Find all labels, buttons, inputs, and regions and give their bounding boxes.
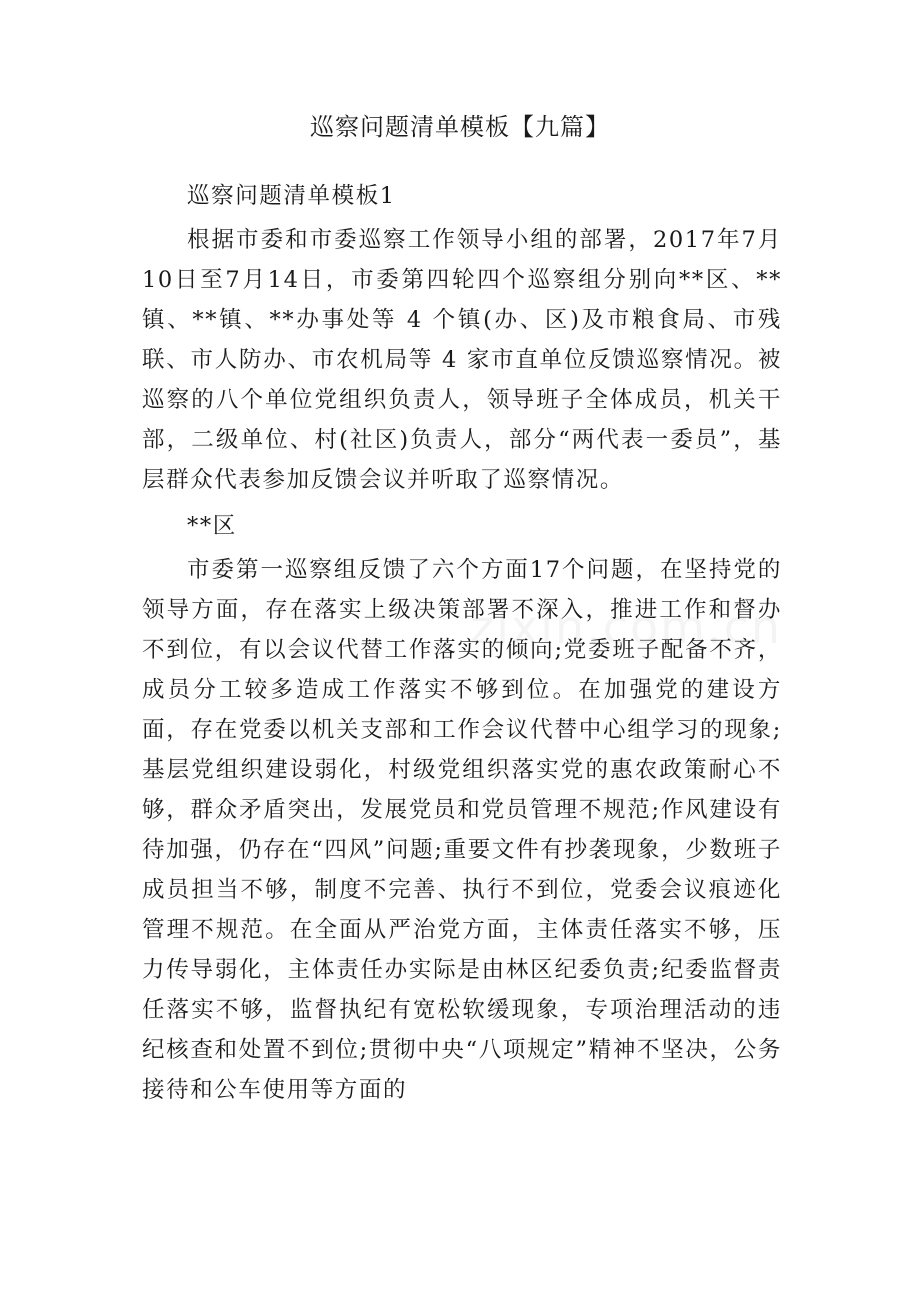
paragraph: 根据市委和市委巡察工作领导小组的部署，2017年7月10日至7月14日，市委第四轮四个巡察组分别向**区、**镇、**镇、**办事处等 4 个镇(办、区)及市粮食局、市残联、市人防办、市农机局等 4 家市直单位反馈巡察情况。被巡察的八个单位党组织负责人，领导班子全体成员，机关干部，二级单位、村(社区)负责人，部分“两代表一委员”，基层群众代表参加反馈会议并听取了巡察情况。	[142, 227, 782, 493]
subsection-heading: **区	[187, 513, 237, 539]
document-title: 巡察问题清单模板【九篇】	[310, 113, 610, 141]
paragraph: 市委第一巡察组反馈了六个方面17个问题，在坚持党的领导方面，存在落实上级决策部署不深入，推进工作和督办不到位，有以会议代替工作落实的倾向;党委班子配备不齐，成员分工较多造成工作落实不够到位。在加强党的建设方面，存在党委以机关支部和工作会议代替中心组学习的现象;基层党组织建设弱化，村级党组织落实党的惠农政策耐心不够，群众矛盾突出，发展党员和党员管理不规范;作风建设有待加强，仍存在“四风”问题;重要文件有抄袭现象，少数班子成员担当不够，制度不完善、执行不到位，党委会议痕迹化管理不规范。在全面从严治党方面，主体责任落实不够，压力传导弱化，主体责任办实际是由林区纪委负责;纪委监督责任落实不够，监督执纪有宽松软缓现象，专项治理活动的违纪核查和处置不到位;贯彻中央“八项规定”精神不坚决，公务接待和公车使用等方面的	[142, 557, 782, 1103]
section-heading: 巡察问题清单模板1	[187, 183, 396, 209]
document-body	[142, 176, 782, 1116]
